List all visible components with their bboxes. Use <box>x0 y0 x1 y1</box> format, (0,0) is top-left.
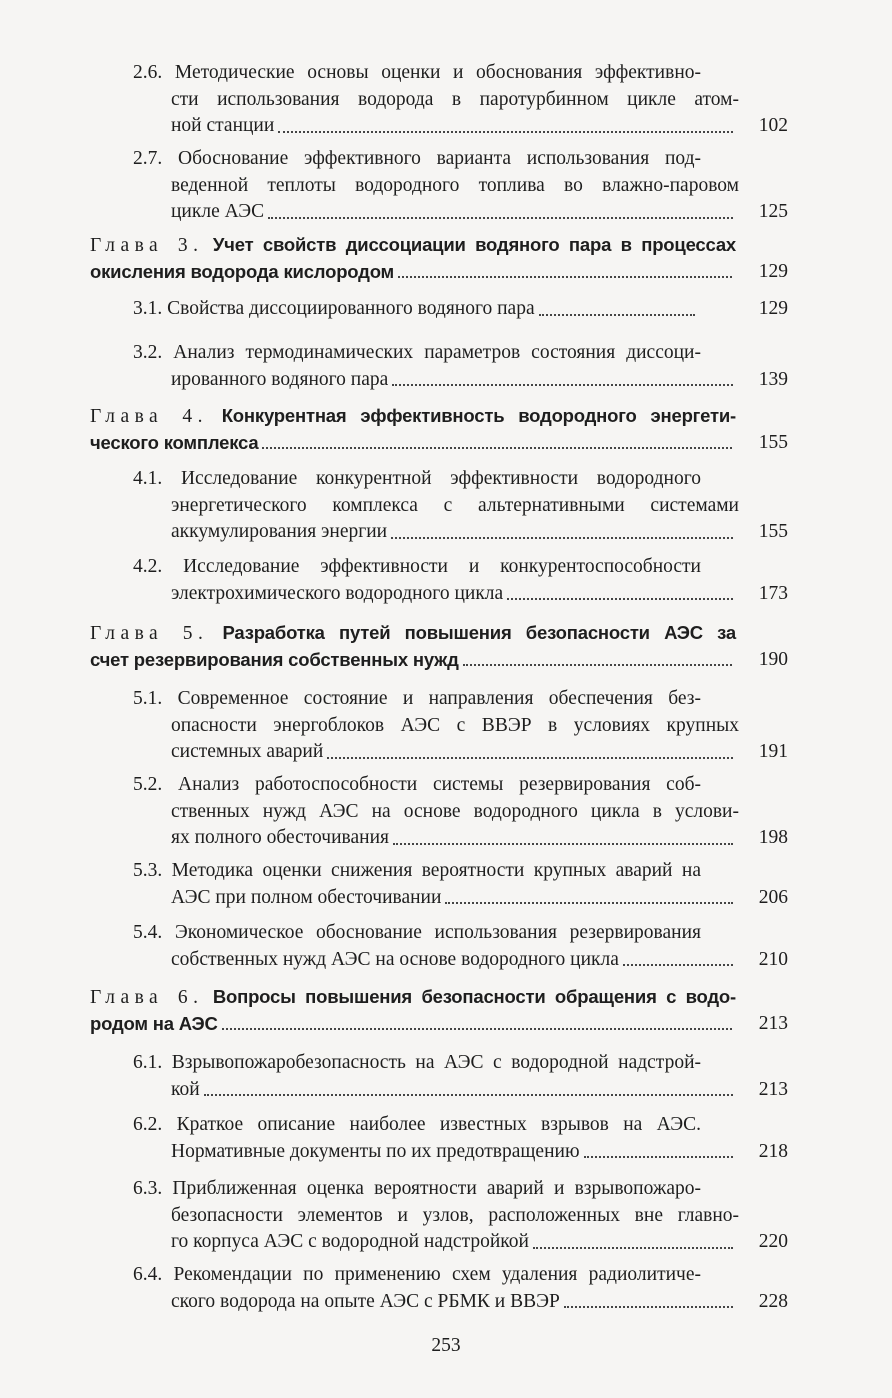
toc-entry-text: ческого комплекса <box>90 431 259 453</box>
toc-entry-text: 4.1. Исследование конкурентной эффективности водородного <box>133 468 701 489</box>
toc-entry-text: Конкурентная эффективность водородного энергети- <box>221 405 737 426</box>
toc-entry-line <box>0 920 701 947</box>
dot-leader <box>268 217 733 219</box>
toc-page-number: 191 <box>758 741 788 762</box>
toc-page-number: 139 <box>758 368 788 390</box>
toc-entry-line <box>0 466 701 493</box>
dot-leader <box>391 537 733 539</box>
toc-page-number: 213 <box>758 1078 788 1100</box>
toc-section-entry <box>0 1050 892 1103</box>
toc-section-entry <box>0 1262 892 1315</box>
dot-leader <box>204 1094 733 1096</box>
toc-section-entry <box>0 920 892 973</box>
toc-entry-line <box>0 259 736 286</box>
dot-leader <box>623 964 733 966</box>
toc-entry-line <box>0 60 701 87</box>
toc-entry-line <box>0 173 739 200</box>
toc-entry-text: счет резервирования собственных нужд <box>90 648 459 670</box>
toc-entry-text: 3.2. Анализ термодинамических параметров состояния диссоци- <box>133 342 701 363</box>
dot-leader <box>327 757 733 759</box>
toc-entry-text: сти использования водорода в паротурбинном цикле атом- <box>171 88 739 110</box>
toc-entry-line <box>0 984 736 1011</box>
toc-entry-line <box>0 199 737 226</box>
toc-entry-line <box>0 554 701 581</box>
toc-entry-text: 3.1. Свойства диссоциированного водяного пара <box>133 298 535 319</box>
toc-entry-line <box>0 947 737 974</box>
toc-entry-text: 5.1. Современное состояние и направления обеспечения без- <box>133 688 701 709</box>
toc-entry-line <box>0 799 739 826</box>
toc-entry-text: кой <box>171 1078 200 1100</box>
toc-entry-line <box>0 1112 701 1139</box>
toc-entry-text: Нормативные документы по их предотвращению <box>171 1140 580 1162</box>
toc-entry-text: 5.2. Анализ работоспособности системы резервирования соб- <box>133 774 701 795</box>
toc-page-number: 213 <box>758 1012 788 1034</box>
page-footer-number: 253 <box>431 1335 461 1356</box>
toc-entry-line <box>0 647 736 674</box>
toc-page-number: 173 <box>758 582 788 604</box>
chapter-label: Глава 3. <box>90 235 204 256</box>
toc-entry-line <box>0 1203 739 1230</box>
toc-entry-line <box>0 519 737 546</box>
toc-entry-line <box>0 296 699 323</box>
dot-leader <box>584 1156 733 1158</box>
toc-entry-line <box>0 1289 737 1316</box>
toc-entry-line <box>0 1139 737 1166</box>
toc-page-number: 129 <box>758 260 788 282</box>
toc-entry-text: 2.7. Обоснование эффективного варианта использования под- <box>133 148 701 169</box>
toc-section-entry <box>0 858 892 911</box>
toc-entry-text: аккумулирования энергии <box>171 521 388 542</box>
toc-section-entry <box>0 296 892 323</box>
toc-entry-text: го корпуса АЭС с водородной надстройкой <box>171 1231 529 1252</box>
toc-entry-text: ственных нужд АЭС на основе водородного цикла в услови- <box>171 800 739 822</box>
toc-entry-text: системных аварий <box>171 741 324 762</box>
dot-leader <box>507 598 733 600</box>
toc-entry-text: ского водорода на опыте АЭС с РБМК и ВВЭР <box>171 1290 560 1312</box>
toc-entry-text: 6.3. Приближенная оценка вероятности аварий и взрывопожаро- <box>133 1178 701 1199</box>
toc-section-entry <box>0 340 892 393</box>
toc-page-number: 220 <box>758 1231 788 1252</box>
toc-section-entry <box>0 146 892 226</box>
toc-page-number: 129 <box>758 298 788 319</box>
toc-entry-text: 6.4. Рекомендации по применению схем удаления радиолитиче- <box>133 1264 701 1285</box>
toc-entry-text: ной станции <box>171 115 275 136</box>
toc-page-number: 155 <box>758 521 788 542</box>
toc-entry-line <box>0 858 701 885</box>
toc-entry-line <box>0 825 737 852</box>
toc-entry-line <box>0 1077 737 1104</box>
dot-leader <box>262 447 732 449</box>
chapter-label: Глава 4. <box>90 406 208 427</box>
toc-section-entry <box>0 772 892 852</box>
dot-leader <box>539 314 695 316</box>
dot-leader <box>564 1306 733 1308</box>
toc-section-entry <box>0 466 892 546</box>
toc-entry-line <box>0 1262 701 1289</box>
toc-entry-line <box>0 493 739 520</box>
toc-entry-text: ированного водяного пара <box>171 368 389 390</box>
toc-entry-line <box>0 581 737 608</box>
toc-entry-line <box>0 367 737 394</box>
toc-page-number: 190 <box>758 648 788 670</box>
toc-entry-text: Учет свойств диссоциации водяного пара в процессах <box>212 234 736 255</box>
toc-entry-text: ях полного обесточивания <box>171 827 389 848</box>
toc-entry-line <box>0 1050 701 1077</box>
toc-page-number: 210 <box>758 948 788 970</box>
toc-entry-line <box>0 885 737 912</box>
toc-entry-text: цикле АЭС <box>171 201 265 222</box>
dot-leader <box>392 384 733 386</box>
toc-section-entry <box>0 1176 892 1256</box>
toc-entry-text: электрохимического водородного цикла <box>171 582 504 604</box>
toc-entry-text: 6.2. Краткое описание наиболее известных взрывов на АЭС. <box>133 1114 701 1135</box>
toc-entry-line <box>0 739 737 766</box>
dot-leader <box>445 902 733 904</box>
toc-entry-line <box>0 340 701 367</box>
toc-entry-text: безопасности элементов и узлов, расположенных вне главно- <box>171 1204 739 1226</box>
toc-entry-text: Вопросы повышения безопасности обращения с водо- <box>212 986 736 1007</box>
dot-leader <box>278 131 733 133</box>
dot-leader <box>222 1028 732 1030</box>
dot-leader <box>398 276 732 278</box>
toc-page-number: 155 <box>758 431 788 453</box>
dot-leader <box>463 664 732 666</box>
toc-entry-text: 6.1. Взрывопожаробезопасность на АЭС с водородной надстрой- <box>133 1052 701 1073</box>
toc-entry-text: Разработка путей повышения безопасности АЭС за <box>222 622 737 643</box>
toc-chapter-entry <box>0 403 892 456</box>
toc-page-number: 206 <box>758 886 788 908</box>
toc-page-number: 102 <box>758 115 788 136</box>
chapter-label: Глава 6. <box>90 987 204 1008</box>
toc-section-entry <box>0 1112 892 1165</box>
toc-entry-text: 5.4. Экономическое обоснование использования резервирования <box>133 922 701 943</box>
toc-entry-text: собственных нужд АЭС на основе водородного цикла <box>171 948 619 970</box>
toc-entry-line <box>0 1011 736 1038</box>
toc-page-number: 125 <box>758 201 788 222</box>
toc-section-entry <box>0 686 892 766</box>
toc-page-number: 218 <box>758 1140 788 1162</box>
toc-entry-text: окисления водорода кислородом <box>90 260 395 282</box>
dot-leader <box>393 843 733 845</box>
toc-section-entry <box>0 554 892 607</box>
toc-entry-text: родом на АЭС <box>90 1012 218 1034</box>
toc-entry-line <box>0 1229 737 1256</box>
toc-entry-line <box>0 146 701 173</box>
toc-chapter-entry <box>0 984 892 1037</box>
toc-entry-text: АЭС при полном обесточивании <box>171 886 442 908</box>
toc-entry-line <box>0 403 736 430</box>
toc-entry-text: опасности энергоблоков АЭС с ВВЭР в условиях крупных <box>171 714 739 736</box>
toc-entry-line <box>0 87 739 114</box>
toc-section-entry <box>0 60 892 140</box>
toc-entry-line <box>0 430 736 457</box>
toc-page-number: 198 <box>758 827 788 848</box>
toc-entry-text: 5.3. Методика оценки снижения вероятности крупных аварий на <box>133 860 701 881</box>
toc-entry-line <box>0 232 736 259</box>
dot-leader <box>533 1247 733 1249</box>
toc-entry-line <box>0 113 737 140</box>
toc-entry-line <box>0 713 739 740</box>
toc-entry-line <box>0 620 736 647</box>
toc-entry-text: 2.6. Методические основы оценки и обоснования эффективно- <box>133 62 701 83</box>
toc-entry-text: веденной теплоты водородного топлива во влажно-паровом <box>171 174 739 196</box>
toc-entry-text: энергетического комплекса с альтернативными системами <box>171 494 739 516</box>
chapter-label: Глава 5. <box>90 623 209 644</box>
toc-chapter-entry <box>0 232 892 285</box>
toc-entry-line <box>0 772 701 799</box>
toc-page-number: 228 <box>758 1290 788 1312</box>
toc-entry-line <box>0 1176 701 1203</box>
toc-entry-text: 4.2. Исследование эффективности и конкурентоспособности <box>133 556 701 577</box>
toc-chapter-entry <box>0 620 892 673</box>
toc-entry-line <box>0 686 701 713</box>
